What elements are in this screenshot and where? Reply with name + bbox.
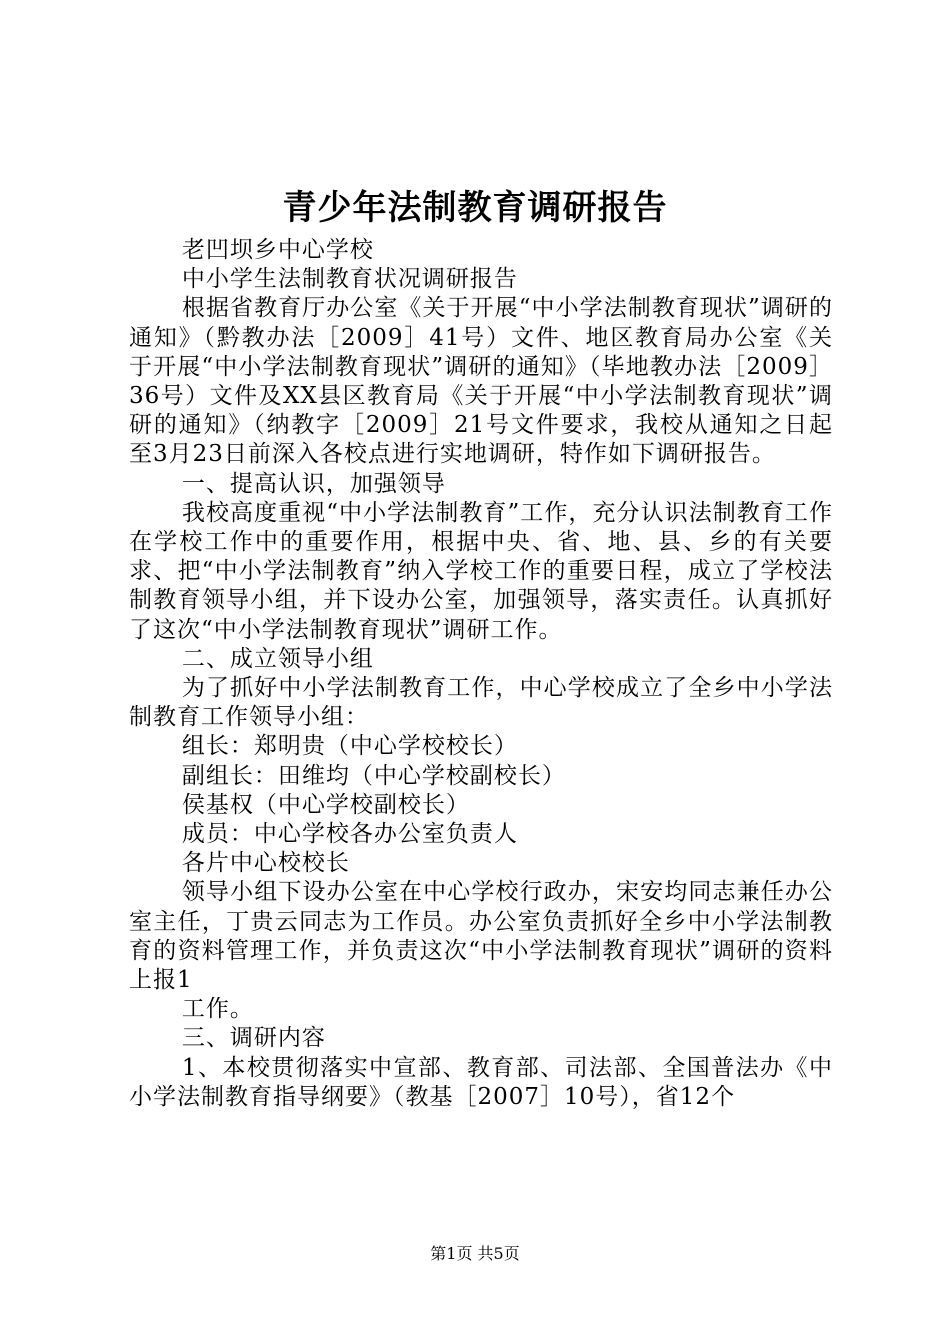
section-heading-3: 三、调研内容: [181, 1025, 326, 1052]
deputy-leader-line: 副组长：田维均（中心学校副校长）: [181, 762, 566, 789]
members-line: 成员：中心学校各办公室负责人: [181, 821, 518, 848]
section-2-paragraph: 为了抓好中小学法制教育工作，中心学校成立了全乡中小学法制教育工作领导小组：: [129, 675, 833, 731]
deputy-leader-line-2: 侯基权（中心学校副校长）: [181, 791, 470, 818]
intro-paragraph: 根据省教育厅办公室《关于开展“中小学法制教育现状”调研的通知》（黔教办法［2009］41号）文件、地区教育局办公室《关于开展“中小学法制教育现状”调研的通知》（毕地教办法［2009］36号）文件及XX县区教育局《关于开展“中小学法制教育现状”调研的通知》（纳教字［2009］21号文件要求，我校从通知之日起至3月23日前深入各校点进行实地调研，特作如下调研报告。: [129, 295, 833, 468]
school-name: 老凹坝乡中心学校: [181, 237, 374, 263]
office-paragraph-end: 工作。: [181, 996, 254, 1023]
page-footer: 第1页 共5页: [430, 1244, 520, 1263]
page-title: 青少年法制教育调研报告: [282, 188, 668, 228]
team-leader-line: 组长：郑明贵（中心学校校长）: [181, 733, 518, 760]
section-heading-2: 二、成立领导小组: [181, 645, 374, 672]
section-heading-1: 一、提高认识，加强领导: [181, 470, 446, 497]
section-3-paragraph: 1、本校贯彻落实中宣部、教育部、司法部、全国普法办《中小学法制教育指导纲要》（教基［2007］10号），省12个: [129, 1054, 833, 1110]
report-subtitle: 中小学生法制教育状况调研报告: [181, 266, 518, 293]
members-line-2: 各片中心校校长: [181, 850, 350, 877]
section-1-paragraph: 我校高度重视“中小学法制教育”工作，充分认识法制教育工作在学校工作中的重要作用，根据中央、省、地、县、乡的有关要求、把“中小学法制教育”纳入学校工作的重要日程，成立了学校法制教育领导小组，并下设办公室，加强领导，落实责任。认真抓好了这次“中小学法制教育现状”调研工作。: [129, 499, 833, 643]
document-body: [129, 236, 833, 1112]
office-paragraph: 领导小组下设办公室在中心学校行政办，宋安均同志兼任办公室主任，丁贵云同志为工作员。办公室负责抓好全乡中小学法制教育的资料管理工作，并负责这次“中小学法制教育现状”调研的资料上报1: [129, 879, 833, 994]
